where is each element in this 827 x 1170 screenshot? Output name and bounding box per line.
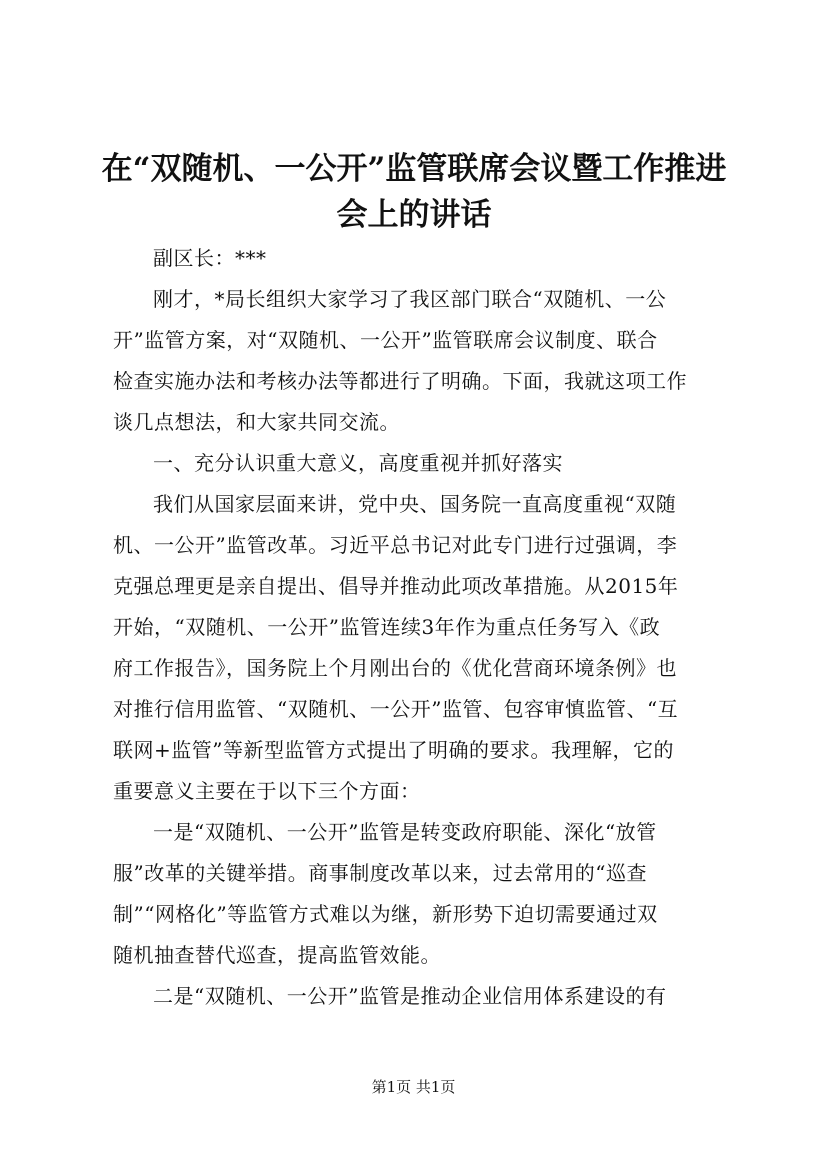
paragraph-speaker: 副区长：***: [153, 246, 267, 270]
section-heading-1: 一、充分认识重大意义，高度重视并抓好落实: [153, 451, 563, 475]
paragraph-national-level: 我们从国家层面来讲，党中央、国务院一直高度重视“双随 机、一公开”监管改革。习近平总书记对此专门进行过强调，李 克强总理更是亲自提出、倡导并推动此项改革措施。从2015年 开始，“双随机、一公开”监管连续3年作为重点任务写入《政 府工作报告》，国务院上个月刚出台的《优化营商环境条例》也 对推行信用监管、“双随机、一公开”监管、包容审慎监管、“互 联网+监管”等新型监管方式提出了明确的要求。我理解，它的 重要意义主要在于以下三个方面：: [113, 492, 679, 803]
document-title: 在“双随机、一公开”监管联席会议暨工作推进会上的讲话: [101, 151, 727, 233]
paragraph-intro: 刚才，*局长组织大家学习了我区部门联合“双随机、一公 开”监管方案，对“双随机、一公开”监管联席会议制度、联合 检查实施办法和考核办法等都进行了明确。下面，我就这项工作 谈几点想法，和大家共同交流。: [113, 287, 687, 434]
paragraph-point-one: 一是“双随机、一公开”监管是转变政府职能、深化“放管 服”改革的关键举措。商事制度改革以来，过去常用的“巡查 制”“网格化”等监管方式难以为继，新形势下迫切需要通过双 随机抽查替代巡查，提高监管效能。: [113, 820, 658, 967]
paragraph-point-two: 二是“双随机、一公开”监管是推动企业信用体系建设的有: [153, 984, 667, 1008]
document-body: [113, 238, 723, 1017]
page-footer: 第1页 共1页: [371, 1078, 456, 1096]
